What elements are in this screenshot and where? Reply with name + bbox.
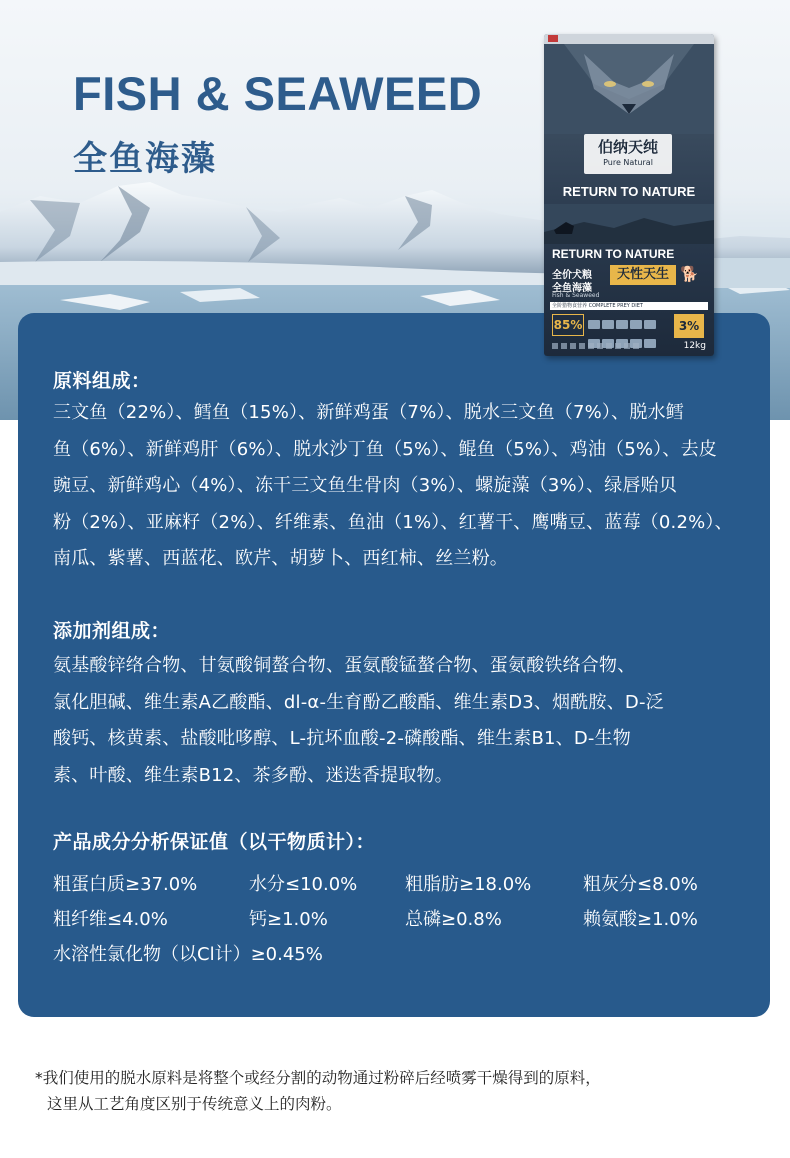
bag-brand-logo — [584, 134, 672, 174]
additives-line: 氨基酸锌络合物、甘氨酸铜螯合物、蛋氨酸锰螯合物、蛋氨酸铁络合物、 — [53, 655, 636, 676]
ingredients-line: 粉（2%）、亚麻籽（2%）、纤维素、鱼油（1%）、红薯干、鹰嘴豆、蓝莓（0.2%）、 — [53, 511, 733, 533]
bag-top-seal — [544, 34, 714, 44]
dog-icon: 🐕 — [680, 265, 699, 283]
additives-line: 素、叶酸、维生素B12、茶多酚、迷迭香提取物。 — [53, 764, 453, 786]
bag-feature-icons — [588, 314, 668, 336]
bag-tagline: RETURN TO NATURE — [552, 247, 675, 261]
footnote-line: 这里从工艺角度区别于传统意义上的肉粉。 — [47, 1095, 342, 1113]
analysis-value: 粗纤维≤4.0% — [53, 909, 168, 930]
ingredients-line: 豌豆、新鲜鸡心（4%）、冻干三文鱼生骨肉（3%）、螺旋藻（3%）、绿唇贻贝 — [53, 475, 678, 496]
analysis-value: 赖氨酸≥1.0% — [583, 909, 698, 930]
ingredients-line: 南瓜、紫薯、西蓝花、欧芹、胡萝卜、西红柿、丝兰粉。 — [53, 548, 508, 569]
feature-icon — [644, 320, 656, 329]
bag-badge-3: 3% — [674, 314, 704, 338]
feature-icon — [644, 339, 656, 348]
analysis-value: 粗蛋白质≥37.0% — [53, 874, 198, 895]
footnote — [35, 1065, 765, 1117]
additives-line: 氯化胆碱、维生素A乙酸酯、dl-α-生育酚乙酸酯、维生素D3、烟酰胺、D-泛 — [53, 691, 664, 713]
title-english: FISH & SEAWEED — [73, 67, 483, 120]
product-bag-image — [544, 34, 714, 356]
analysis-value: 钙≥1.0% — [249, 909, 328, 930]
additives-list — [53, 648, 743, 794]
feature-icon — [602, 320, 614, 329]
bag-brand-cn: 伯纳天纯 — [597, 138, 658, 156]
analysis-value: 粗脂肪≥18.0% — [405, 874, 532, 895]
wolf-face-icon — [544, 44, 714, 134]
analysis-row — [53, 905, 753, 940]
ingredients-line: 鱼（6%）、新鲜鸡肝（6%）、脱水沙丁鱼（5%）、鲲鱼（5%）、鸡油（5%）、去皮 — [53, 438, 717, 460]
analysis-table — [53, 870, 753, 975]
ingredients-title: 原料组成： — [53, 370, 151, 392]
footnote-line: *我们使用的脱水原料是将整个或经分割的动物通过粉碎后经喷雾干燥得到的原料， — [35, 1069, 601, 1087]
analysis-value: 水溶性氯化物（以Cl计）≥0.45% — [53, 944, 323, 965]
bag-name-line2: 全鱼海藻 — [552, 283, 592, 294]
bag-info-band: 全阶猎物食营养 COMPLETE PREY DIET — [550, 302, 708, 310]
additives-line: 酸钙、核黄素、盐酸吡哆醇、L-抗坏血酸-2-磷酸酯、维生素B1、D-生物 — [53, 728, 632, 749]
bag-slogan: 天性天生 — [610, 265, 676, 285]
analysis-value: 总磷≥0.8% — [405, 909, 502, 930]
title-chinese: 全鱼海藻 — [73, 139, 217, 179]
bag-name-line1: 全价犬粮 — [552, 270, 592, 281]
bag-fine-print — [552, 343, 642, 349]
analysis-row — [53, 870, 753, 905]
ingredients-line: 三文鱼（22%）、鳕鱼（15%）、新鲜鸡蛋（7%）、脱水三文鱼（7%）、脱水鳕 — [53, 402, 684, 423]
bag-brand-en: Pure Natural — [603, 158, 653, 167]
bag-tag — [548, 35, 558, 42]
feature-icon — [588, 320, 600, 329]
bag-weight: 12kg — [683, 341, 706, 351]
bag-scene-illustration — [544, 204, 714, 244]
analysis-value: 水分≤10.0% — [249, 874, 358, 895]
feature-icon — [616, 320, 628, 329]
bag-tagline-top: RETURN TO NATURE — [562, 184, 696, 199]
bag-name-en: Fish & Seaweed — [552, 292, 600, 299]
bag-badge-85: 85% — [552, 314, 584, 336]
composition-card — [18, 313, 770, 1017]
analysis-value: 粗灰分≤8.0% — [583, 874, 698, 895]
analysis-row — [53, 940, 753, 975]
analysis-title: 产品成分分析保证值（以干物质计）： — [53, 831, 376, 853]
feature-icon — [630, 320, 642, 329]
additives-title: 添加剂组成： — [53, 620, 171, 642]
ingredients-list — [53, 395, 743, 578]
